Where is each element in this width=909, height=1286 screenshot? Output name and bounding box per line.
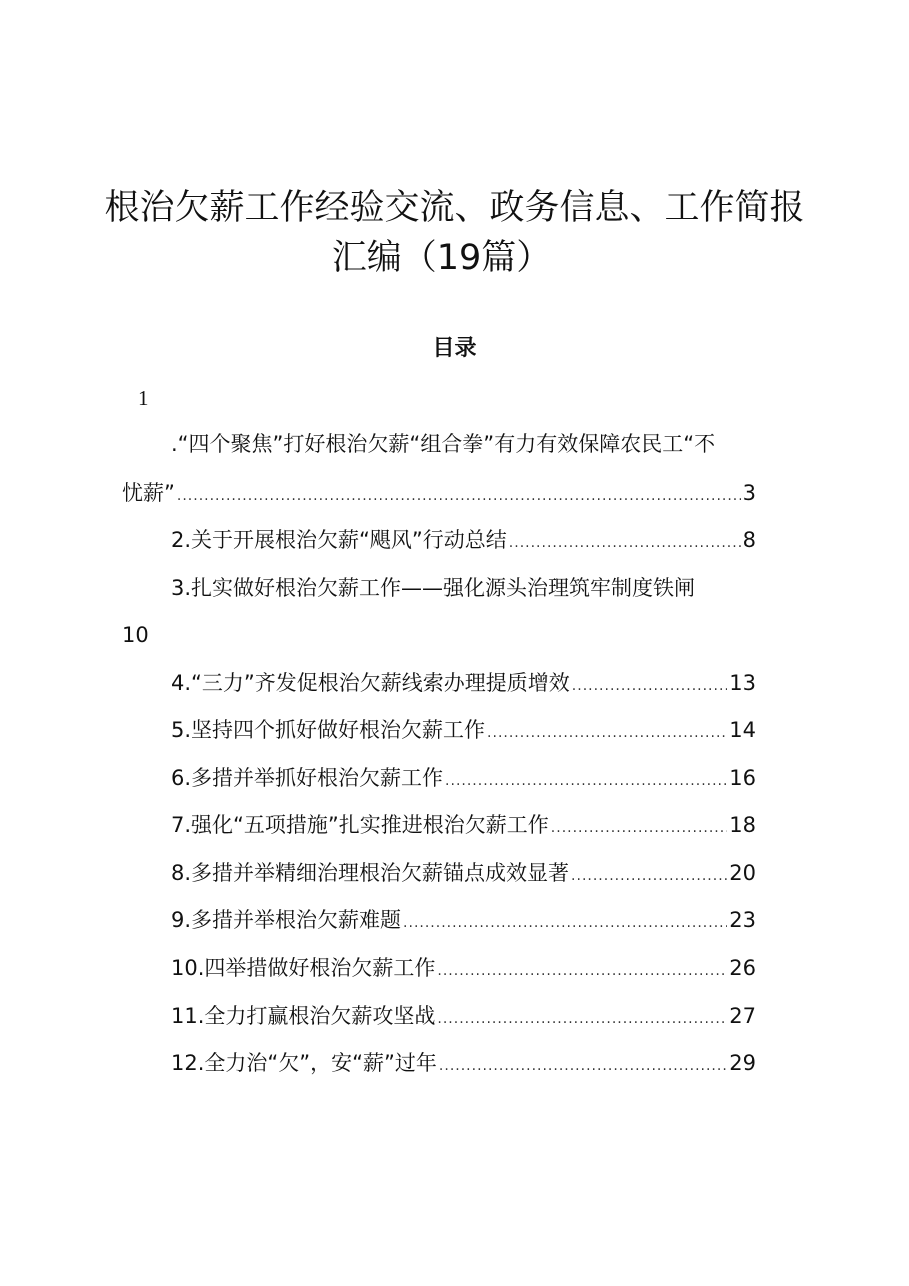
- toc-page-number: 29: [729, 1051, 756, 1075]
- toc-page-number: 18: [729, 813, 756, 837]
- toc-stray-number: 1: [138, 386, 149, 410]
- toc-page-number: 3: [742, 481, 756, 505]
- toc-dot-leader: [571, 861, 727, 891]
- toc-entry-label: 忧薪”: [122, 481, 175, 505]
- toc-entry-label: 6.多措并举抓好根治欠薪工作: [171, 766, 444, 790]
- toc-page-number: 27: [729, 1004, 756, 1028]
- toc-dot-leader: [551, 813, 727, 843]
- toc-dot-leader: [445, 766, 727, 796]
- toc-dot-leader: [487, 718, 727, 748]
- toc-page-number: 16: [729, 766, 756, 790]
- toc-entry-11[interactable]: [171, 1001, 756, 1031]
- toc-entry-label: 11.全力打赢根治欠薪攻坚战: [171, 1004, 436, 1028]
- toc-page-number: 23: [729, 908, 756, 932]
- toc-entry-12[interactable]: [171, 1048, 756, 1078]
- toc-dot-leader: [509, 528, 741, 558]
- toc-entry-label: 5.坚持四个抓好做好根治欠薪工作: [171, 718, 486, 742]
- toc-heading: 目录: [432, 335, 477, 361]
- toc-entry-5[interactable]: [171, 715, 756, 745]
- toc-entry-3-line-1[interactable]: 3.扎实做好根治欠薪工作——强化源头治理筑牢制度铁闸: [171, 576, 696, 600]
- document-title-line-2: 汇编（19篇）: [331, 238, 552, 279]
- toc-entry-label: 8.多措并举精细治理根治欠薪锚点成效显著: [171, 861, 570, 885]
- toc-page-number: 20: [729, 861, 756, 885]
- toc-entry-9[interactable]: [171, 905, 756, 935]
- toc-entry-2[interactable]: [171, 525, 756, 555]
- toc-dot-leader: [437, 956, 727, 986]
- toc-entry-label: 10.四举措做好根治欠薪工作: [171, 956, 436, 980]
- toc-entry-label: 9.多措并举根治欠薪难题: [171, 908, 402, 932]
- toc-dot-leader: [403, 908, 727, 938]
- toc-entry-7[interactable]: [171, 810, 756, 840]
- toc-entry-label: 12.全力治“欠”，安“薪”过年: [171, 1051, 437, 1075]
- toc-dot-leader: [572, 671, 727, 701]
- toc-dot-leader: [439, 1051, 727, 1081]
- toc-entry-8[interactable]: [171, 858, 756, 888]
- toc-entry-6[interactable]: [171, 763, 756, 793]
- toc-entry-3-page-number[interactable]: 10: [122, 623, 149, 647]
- document-title-line-1: 根治欠薪工作经验交流、政务信息、工作简报: [104, 188, 805, 229]
- toc-page-number: 8: [742, 528, 756, 552]
- toc-dot-leader: [437, 1004, 727, 1034]
- document-title: [0, 183, 909, 283]
- toc-entry-10[interactable]: [171, 953, 756, 983]
- toc-page-number: 13: [729, 671, 756, 695]
- toc-entry-4[interactable]: [171, 668, 756, 698]
- toc-dot-leader: [177, 481, 741, 511]
- toc-entry-1-line-1[interactable]: .“四个聚焦”打好根治欠薪“组合拳”有力有效保障农民工“不: [171, 432, 716, 456]
- toc-entry-label: 7.强化“五项措施”扎实推进根治欠薪工作: [171, 813, 549, 837]
- toc-entry-label: 2.关于开展根治欠薪“飓风”行动总结: [171, 528, 507, 552]
- toc-page-number: 14: [729, 718, 756, 742]
- toc-entry-1-line-2[interactable]: [122, 478, 756, 508]
- toc-page-number: 26: [729, 956, 756, 980]
- toc-entry-label: 4.“三力”齐发促根治欠薪线索办理提质增效: [171, 671, 570, 695]
